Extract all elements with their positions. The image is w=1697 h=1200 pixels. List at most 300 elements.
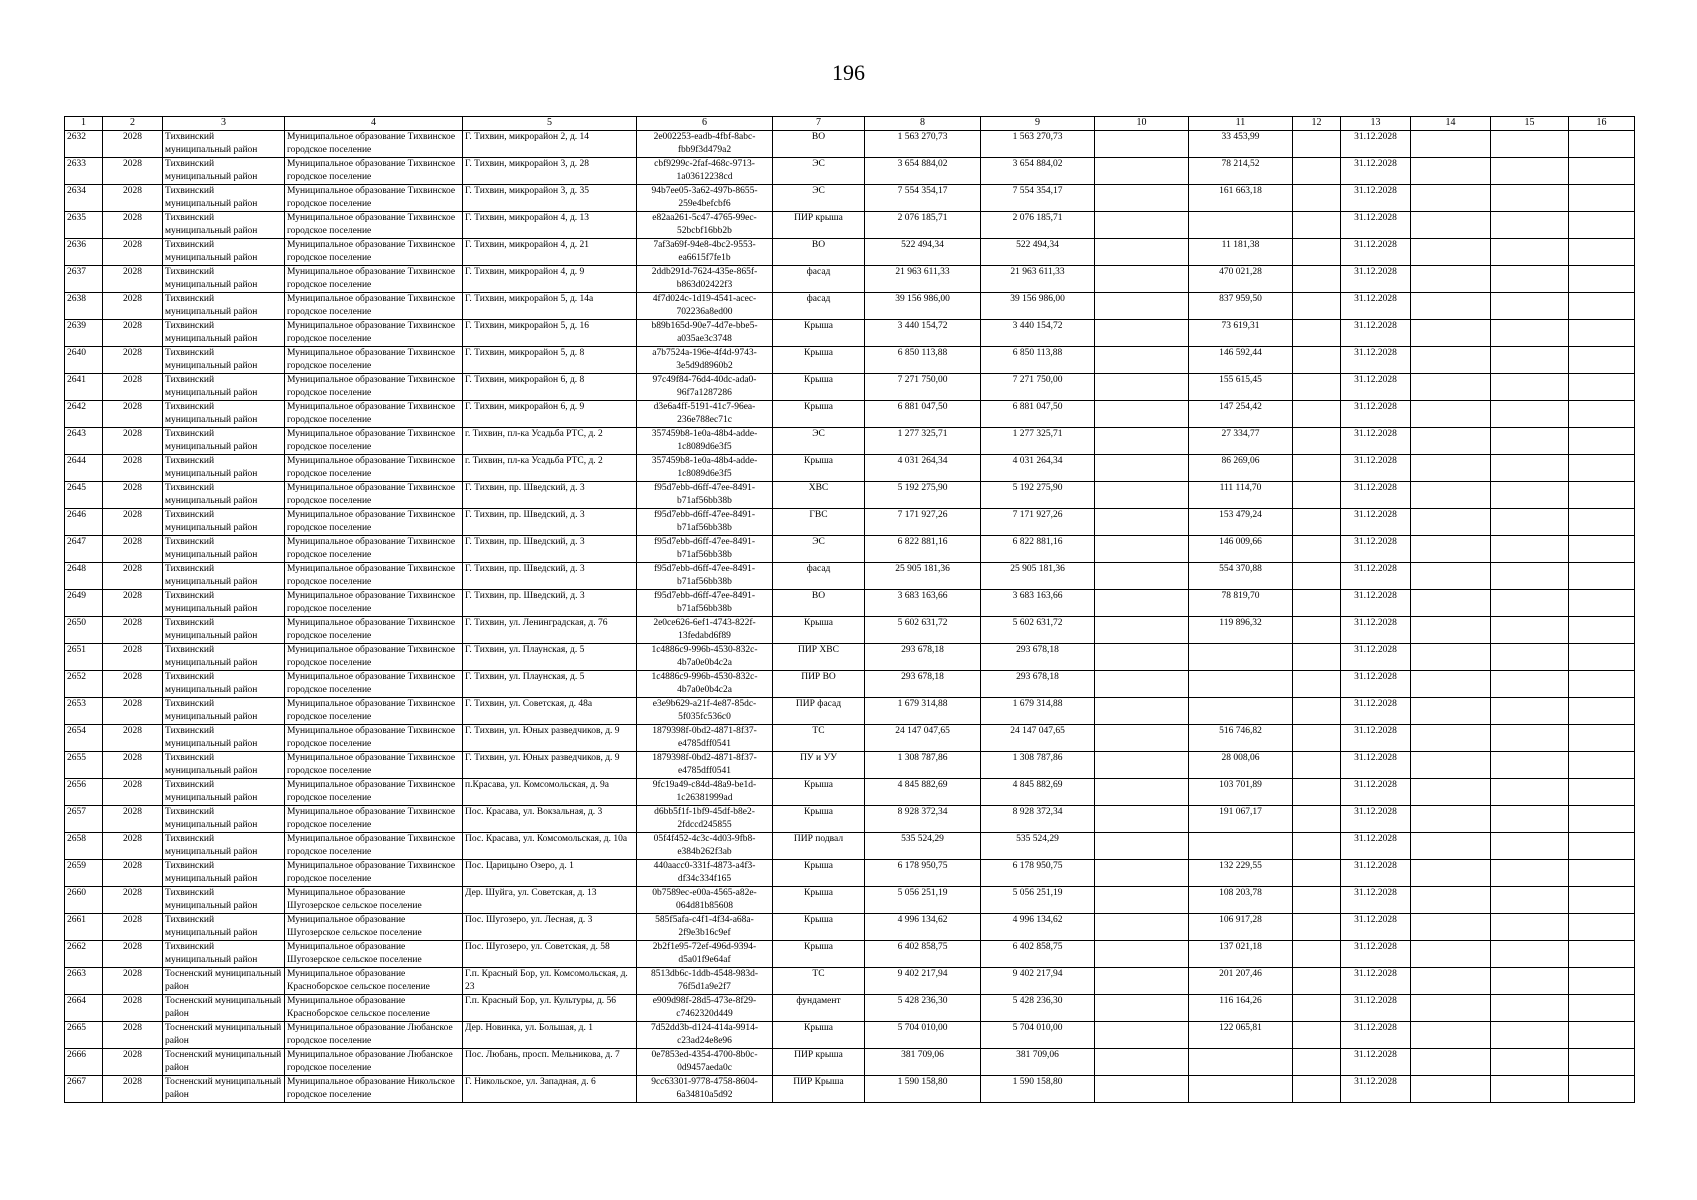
cell-col-13: 31.12.2028 — [1341, 347, 1411, 374]
cell-col-13: 31.12.2028 — [1341, 239, 1411, 266]
cell-col-5: Г. Тихвин, микрорайон 3, д. 35 — [463, 185, 637, 212]
cell-col-7: Крыша — [773, 779, 865, 806]
cell-col-14 — [1411, 887, 1491, 914]
table-row — [65, 968, 1635, 995]
cell-col-12 — [1293, 1076, 1341, 1103]
cell-col-3: Тихвинский муниципальный район — [163, 644, 285, 671]
cell-col-8: 1 308 787,86 — [865, 752, 981, 779]
cell-col-16 — [1569, 212, 1635, 239]
cell-col-11 — [1189, 1076, 1293, 1103]
cell-col-6: 7af3a69f-94e8-4bc2-9553-ea6615f7fe1b — [637, 239, 773, 266]
cell-col-12 — [1293, 158, 1341, 185]
cell-col-4: Муниципальное образование Тихвинское городское поселение — [285, 590, 463, 617]
table-row — [65, 860, 1635, 887]
cell-col-2: 2028 — [103, 455, 163, 482]
cell-col-15 — [1491, 995, 1569, 1022]
cell-col-4: Муниципальное образование Тихвинское городское поселение — [285, 806, 463, 833]
cell-col-11: 554 370,88 — [1189, 563, 1293, 590]
cell-col-6: 357459b8-1e0a-48b4-adde-1c8089d6e3f5 — [637, 428, 773, 455]
cell-col-3: Тихвинский муниципальный район — [163, 617, 285, 644]
table-row — [65, 617, 1635, 644]
cell-col-5: Г. Тихвин, ул. Плаунская, д. 5 — [463, 644, 637, 671]
cell-col-8: 5 602 631,72 — [865, 617, 981, 644]
cell-col-14 — [1411, 428, 1491, 455]
cell-col-3: Тихвинский муниципальный район — [163, 320, 285, 347]
cell-col-10 — [1095, 644, 1189, 671]
cell-col-1: 2644 — [65, 455, 103, 482]
cell-col-10 — [1095, 482, 1189, 509]
cell-col-9: 5 428 236,30 — [981, 995, 1095, 1022]
cell-col-7: ПИР ХВС — [773, 644, 865, 671]
cell-col-15 — [1491, 752, 1569, 779]
cell-col-1: 2664 — [65, 995, 103, 1022]
cell-col-7: ЭС — [773, 536, 865, 563]
cell-col-15 — [1491, 455, 1569, 482]
cell-col-11 — [1189, 833, 1293, 860]
cell-col-14 — [1411, 671, 1491, 698]
cell-col-16 — [1569, 806, 1635, 833]
cell-col-4: Муниципальное образование Тихвинское городское поселение — [285, 293, 463, 320]
table-row — [65, 698, 1635, 725]
cell-col-14 — [1411, 131, 1491, 158]
cell-col-1: 2639 — [65, 320, 103, 347]
cell-col-13: 31.12.2028 — [1341, 374, 1411, 401]
cell-col-15 — [1491, 266, 1569, 293]
cell-col-15 — [1491, 914, 1569, 941]
cell-col-3: Тихвинский муниципальный район — [163, 563, 285, 590]
column-header-13: 13 — [1341, 117, 1411, 131]
cell-col-1: 2636 — [65, 239, 103, 266]
cell-col-16 — [1569, 752, 1635, 779]
cell-col-16 — [1569, 590, 1635, 617]
cell-col-6: 2e0ce626-6ef1-4743-822f-13fedabd6f89 — [637, 617, 773, 644]
cell-col-16 — [1569, 455, 1635, 482]
cell-col-5: Г. Тихвин, пр. Шведский, д. 3 — [463, 563, 637, 590]
cell-col-1: 2667 — [65, 1076, 103, 1103]
cell-col-5: Пос. Царицыно Озеро, д. 1 — [463, 860, 637, 887]
cell-col-6: f95d7ebb-d6ff-47ee-8491-b71af56bb38b — [637, 536, 773, 563]
cell-col-2: 2028 — [103, 158, 163, 185]
cell-col-3: Тихвинский муниципальный район — [163, 806, 285, 833]
cell-col-8: 2 076 185,71 — [865, 212, 981, 239]
table-row — [65, 212, 1635, 239]
cell-col-13: 31.12.2028 — [1341, 293, 1411, 320]
cell-col-12 — [1293, 806, 1341, 833]
cell-col-5: Г. Тихвин, микрорайон 6, д. 9 — [463, 401, 637, 428]
cell-col-1: 2650 — [65, 617, 103, 644]
cell-col-2: 2028 — [103, 401, 163, 428]
table-row — [65, 1076, 1635, 1103]
cell-col-11: 111 114,70 — [1189, 482, 1293, 509]
cell-col-7: Крыша — [773, 617, 865, 644]
cell-col-8: 5 428 236,30 — [865, 995, 981, 1022]
cell-col-15 — [1491, 401, 1569, 428]
cell-col-10 — [1095, 131, 1189, 158]
cell-col-15 — [1491, 536, 1569, 563]
cell-col-12 — [1293, 590, 1341, 617]
cell-col-8: 24 147 047,65 — [865, 725, 981, 752]
cell-col-2: 2028 — [103, 1076, 163, 1103]
cell-col-2: 2028 — [103, 779, 163, 806]
cell-col-8: 21 963 611,33 — [865, 266, 981, 293]
table-row — [65, 239, 1635, 266]
cell-col-13: 31.12.2028 — [1341, 779, 1411, 806]
cell-col-12 — [1293, 482, 1341, 509]
column-header-7: 7 — [773, 117, 865, 131]
table-row — [65, 266, 1635, 293]
cell-col-4: Муниципальное образование Тихвинское городское поселение — [285, 725, 463, 752]
cell-col-11: 837 959,50 — [1189, 293, 1293, 320]
cell-col-14 — [1411, 995, 1491, 1022]
cell-col-15 — [1491, 158, 1569, 185]
cell-col-16 — [1569, 293, 1635, 320]
cell-col-16 — [1569, 320, 1635, 347]
cell-col-1: 2654 — [65, 725, 103, 752]
cell-col-16 — [1569, 509, 1635, 536]
cell-col-9: 6 881 047,50 — [981, 401, 1095, 428]
cell-col-8: 7 271 750,00 — [865, 374, 981, 401]
cell-col-7: фасад — [773, 293, 865, 320]
cell-col-11: 201 207,46 — [1189, 968, 1293, 995]
register-table — [64, 116, 1635, 1103]
cell-col-6: 357459b8-1e0a-48b4-adde-1c8089d6e3f5 — [637, 455, 773, 482]
cell-col-1: 2647 — [65, 536, 103, 563]
cell-col-3: Тосненский муниципальный район — [163, 1022, 285, 1049]
cell-col-5: Г. Никольское, ул. Западная, д. 6 — [463, 1076, 637, 1103]
cell-col-2: 2028 — [103, 428, 163, 455]
cell-col-13: 31.12.2028 — [1341, 698, 1411, 725]
cell-col-16 — [1569, 1049, 1635, 1076]
cell-col-10 — [1095, 914, 1189, 941]
cell-col-4: Муниципальное образование Тихвинское городское поселение — [285, 563, 463, 590]
cell-col-12 — [1293, 752, 1341, 779]
cell-col-12 — [1293, 617, 1341, 644]
cell-col-1: 2657 — [65, 806, 103, 833]
cell-col-8: 522 494,34 — [865, 239, 981, 266]
cell-col-4: Муниципальное образование Тихвинское городское поселение — [285, 779, 463, 806]
cell-col-5: Г.п. Красный Бор, ул. Комсомольская, д. 23 — [463, 968, 637, 995]
cell-col-6: e82aa261-5c47-4765-99ec-52bcbf16bb2b — [637, 212, 773, 239]
cell-col-9: 535 524,29 — [981, 833, 1095, 860]
table-row — [65, 428, 1635, 455]
cell-col-2: 2028 — [103, 293, 163, 320]
cell-col-2: 2028 — [103, 509, 163, 536]
cell-col-7: Крыша — [773, 455, 865, 482]
cell-col-11: 33 453,99 — [1189, 131, 1293, 158]
cell-col-3: Тихвинский муниципальный район — [163, 482, 285, 509]
cell-col-16 — [1569, 995, 1635, 1022]
cell-col-3: Тосненский муниципальный район — [163, 1076, 285, 1103]
cell-col-7: ВО — [773, 239, 865, 266]
cell-col-13: 31.12.2028 — [1341, 482, 1411, 509]
cell-col-3: Тихвинский муниципальный район — [163, 779, 285, 806]
cell-col-14 — [1411, 509, 1491, 536]
cell-col-7: Крыша — [773, 401, 865, 428]
cell-col-5: Г. Тихвин, ул. Плаунская, д. 5 — [463, 671, 637, 698]
cell-col-1: 2634 — [65, 185, 103, 212]
table-row — [65, 806, 1635, 833]
cell-col-13: 31.12.2028 — [1341, 1076, 1411, 1103]
cell-col-8: 381 709,06 — [865, 1049, 981, 1076]
cell-col-12 — [1293, 1049, 1341, 1076]
cell-col-5: Г. Тихвин, микрорайон 3, д. 28 — [463, 158, 637, 185]
cell-col-15 — [1491, 644, 1569, 671]
cell-col-14 — [1411, 1049, 1491, 1076]
cell-col-4: Муниципальное образование Тихвинское городское поселение — [285, 644, 463, 671]
cell-col-12 — [1293, 374, 1341, 401]
cell-col-13: 31.12.2028 — [1341, 536, 1411, 563]
cell-col-8: 5 056 251,19 — [865, 887, 981, 914]
cell-col-6: d3e6a4ff-5191-41c7-96ea-236e788ec71c — [637, 401, 773, 428]
cell-col-14 — [1411, 536, 1491, 563]
cell-col-4: Муниципальное образование Тихвинское городское поселение — [285, 320, 463, 347]
column-header-5: 5 — [463, 117, 637, 131]
table-row — [65, 887, 1635, 914]
cell-col-3: Тихвинский муниципальный район — [163, 833, 285, 860]
cell-col-2: 2028 — [103, 1022, 163, 1049]
cell-col-16 — [1569, 725, 1635, 752]
cell-col-9: 293 678,18 — [981, 671, 1095, 698]
cell-col-5: Пос. Шугозеро, ул. Лесная, д. 3 — [463, 914, 637, 941]
cell-col-2: 2028 — [103, 833, 163, 860]
cell-col-9: 3 440 154,72 — [981, 320, 1095, 347]
cell-col-1: 2656 — [65, 779, 103, 806]
cell-col-5: г. Тихвин, пл-ка Усадьба РТС, д. 2 — [463, 455, 637, 482]
cell-col-13: 31.12.2028 — [1341, 833, 1411, 860]
cell-col-1: 2660 — [65, 887, 103, 914]
cell-col-10 — [1095, 779, 1189, 806]
cell-col-2: 2028 — [103, 968, 163, 995]
cell-col-5: Г. Тихвин, пр. Шведский, д. 3 — [463, 509, 637, 536]
cell-col-8: 1 563 270,73 — [865, 131, 981, 158]
table-row — [65, 671, 1635, 698]
cell-col-12 — [1293, 725, 1341, 752]
cell-col-10 — [1095, 1022, 1189, 1049]
cell-col-16 — [1569, 185, 1635, 212]
cell-col-16 — [1569, 1076, 1635, 1103]
cell-col-15 — [1491, 806, 1569, 833]
cell-col-10 — [1095, 455, 1189, 482]
cell-col-13: 31.12.2028 — [1341, 1022, 1411, 1049]
cell-col-10 — [1095, 698, 1189, 725]
cell-col-4: Муниципальное образование Тихвинское городское поселение — [285, 131, 463, 158]
cell-col-10 — [1095, 563, 1189, 590]
cell-col-12 — [1293, 860, 1341, 887]
cell-col-6: f95d7ebb-d6ff-47ee-8491-b71af56bb38b — [637, 563, 773, 590]
cell-col-4: Муниципальное образование Тихвинское городское поселение — [285, 698, 463, 725]
cell-col-12 — [1293, 212, 1341, 239]
cell-col-15 — [1491, 590, 1569, 617]
cell-col-10 — [1095, 320, 1189, 347]
column-header-1: 1 — [65, 117, 103, 131]
cell-col-7: Крыша — [773, 941, 865, 968]
table-row — [65, 779, 1635, 806]
cell-col-3: Тосненский муниципальный район — [163, 968, 285, 995]
cell-col-2: 2028 — [103, 806, 163, 833]
cell-col-14 — [1411, 320, 1491, 347]
cell-col-8: 5 192 275,90 — [865, 482, 981, 509]
cell-col-11: 132 229,55 — [1189, 860, 1293, 887]
cell-col-12 — [1293, 644, 1341, 671]
cell-col-12 — [1293, 185, 1341, 212]
cell-col-3: Тихвинский муниципальный район — [163, 266, 285, 293]
cell-col-16 — [1569, 482, 1635, 509]
cell-col-11: 108 203,78 — [1189, 887, 1293, 914]
cell-col-2: 2028 — [103, 887, 163, 914]
table-row — [65, 563, 1635, 590]
cell-col-16 — [1569, 698, 1635, 725]
cell-col-11: 78 214,52 — [1189, 158, 1293, 185]
cell-col-7: Крыша — [773, 806, 865, 833]
cell-col-13: 31.12.2028 — [1341, 617, 1411, 644]
cell-col-9: 3 654 884,02 — [981, 158, 1095, 185]
cell-col-6: f95d7ebb-d6ff-47ee-8491-b71af56bb38b — [637, 482, 773, 509]
cell-col-2: 2028 — [103, 644, 163, 671]
cell-col-13: 31.12.2028 — [1341, 509, 1411, 536]
cell-col-3: Тихвинский муниципальный район — [163, 131, 285, 158]
cell-col-7: Крыша — [773, 1022, 865, 1049]
cell-col-1: 2662 — [65, 941, 103, 968]
cell-col-14 — [1411, 779, 1491, 806]
cell-col-2: 2028 — [103, 563, 163, 590]
cell-col-11: 86 269,06 — [1189, 455, 1293, 482]
cell-col-6: 2ddb291d-7624-435e-865f-b863d02422f3 — [637, 266, 773, 293]
cell-col-13: 31.12.2028 — [1341, 968, 1411, 995]
cell-col-6: 1c4886c9-996b-4530-832c-4b7a0e0b4c2a — [637, 644, 773, 671]
cell-col-3: Тихвинский муниципальный район — [163, 212, 285, 239]
cell-col-13: 31.12.2028 — [1341, 590, 1411, 617]
cell-col-11: 153 479,24 — [1189, 509, 1293, 536]
cell-col-9: 1 277 325,71 — [981, 428, 1095, 455]
table-row — [65, 914, 1635, 941]
column-header-3: 3 — [163, 117, 285, 131]
cell-col-4: Муниципальное образование Тихвинское городское поселение — [285, 671, 463, 698]
cell-col-7: ХВС — [773, 482, 865, 509]
cell-col-4: Муниципальное образование Шугозерское сельское поселение — [285, 914, 463, 941]
cell-col-4: Муниципальное образование Любанское городское поселение — [285, 1049, 463, 1076]
cell-col-11: 161 663,18 — [1189, 185, 1293, 212]
cell-col-11 — [1189, 671, 1293, 698]
cell-col-2: 2028 — [103, 347, 163, 374]
cell-col-16 — [1569, 563, 1635, 590]
cell-col-1: 2642 — [65, 401, 103, 428]
cell-col-8: 4 031 264,34 — [865, 455, 981, 482]
cell-col-4: Муниципальное образование Красноборское сельское поселение — [285, 968, 463, 995]
cell-col-1: 2643 — [65, 428, 103, 455]
cell-col-6: 1c4886c9-996b-4530-832c-4b7a0e0b4c2a — [637, 671, 773, 698]
cell-col-9: 4 996 134,62 — [981, 914, 1095, 941]
table-row — [65, 374, 1635, 401]
cell-col-11: 78 819,70 — [1189, 590, 1293, 617]
cell-col-3: Тихвинский муниципальный район — [163, 752, 285, 779]
cell-col-8: 6 822 881,16 — [865, 536, 981, 563]
cell-col-9: 6 850 113,88 — [981, 347, 1095, 374]
cell-col-8: 4 845 882,69 — [865, 779, 981, 806]
table-row — [65, 752, 1635, 779]
cell-col-10 — [1095, 212, 1189, 239]
cell-col-7: ВО — [773, 131, 865, 158]
cell-col-1: 2652 — [65, 671, 103, 698]
cell-col-5: Г. Тихвин, ул. Юных разведчиков, д. 9 — [463, 752, 637, 779]
cell-col-12 — [1293, 698, 1341, 725]
cell-col-5: Г. Тихвин, микрорайон 4, д. 21 — [463, 239, 637, 266]
table-row — [65, 509, 1635, 536]
cell-col-6: 9cc63301-9778-4758-8604-6a34810a5d92 — [637, 1076, 773, 1103]
cell-col-15 — [1491, 968, 1569, 995]
cell-col-5: Г.п. Красный Бор, ул. Культуры, д. 56 — [463, 995, 637, 1022]
column-header-4: 4 — [285, 117, 463, 131]
cell-col-5: Г. Тихвин, пр. Шведский, д. 3 — [463, 590, 637, 617]
cell-col-7: ПИР Крыша — [773, 1076, 865, 1103]
cell-col-9: 9 402 217,94 — [981, 968, 1095, 995]
cell-col-3: Тихвинский муниципальный район — [163, 239, 285, 266]
cell-col-3: Тихвинский муниципальный район — [163, 347, 285, 374]
cell-col-5: Г. Тихвин, микрорайон 6, д. 8 — [463, 374, 637, 401]
cell-col-16 — [1569, 968, 1635, 995]
cell-col-15 — [1491, 1049, 1569, 1076]
cell-col-9: 6 178 950,75 — [981, 860, 1095, 887]
table-row — [65, 941, 1635, 968]
cell-col-4: Муниципальное образование Тихвинское городское поселение — [285, 212, 463, 239]
cell-col-14 — [1411, 239, 1491, 266]
cell-col-7: ПИР подвал — [773, 833, 865, 860]
cell-col-9: 21 963 611,33 — [981, 266, 1095, 293]
cell-col-14 — [1411, 617, 1491, 644]
cell-col-4: Муниципальное образование Тихвинское городское поселение — [285, 617, 463, 644]
cell-col-6: f95d7ebb-d6ff-47ee-8491-b71af56bb38b — [637, 590, 773, 617]
cell-col-8: 7 554 354,17 — [865, 185, 981, 212]
column-header-2: 2 — [103, 117, 163, 131]
cell-col-1: 2658 — [65, 833, 103, 860]
cell-col-2: 2028 — [103, 185, 163, 212]
cell-col-15 — [1491, 941, 1569, 968]
cell-col-14 — [1411, 806, 1491, 833]
cell-col-15 — [1491, 887, 1569, 914]
cell-col-13: 31.12.2028 — [1341, 752, 1411, 779]
cell-col-16 — [1569, 1022, 1635, 1049]
cell-col-14 — [1411, 212, 1491, 239]
cell-col-10 — [1095, 725, 1189, 752]
cell-col-12 — [1293, 563, 1341, 590]
cell-col-1: 2651 — [65, 644, 103, 671]
cell-col-3: Тихвинский муниципальный район — [163, 860, 285, 887]
cell-col-10 — [1095, 536, 1189, 563]
cell-col-12 — [1293, 995, 1341, 1022]
cell-col-14 — [1411, 482, 1491, 509]
cell-col-15 — [1491, 725, 1569, 752]
cell-col-12 — [1293, 833, 1341, 860]
cell-col-9: 5 192 275,90 — [981, 482, 1095, 509]
cell-col-13: 31.12.2028 — [1341, 806, 1411, 833]
cell-col-14 — [1411, 185, 1491, 212]
cell-col-16 — [1569, 266, 1635, 293]
cell-col-15 — [1491, 374, 1569, 401]
cell-col-7: ПИР ВО — [773, 671, 865, 698]
cell-col-13: 31.12.2028 — [1341, 887, 1411, 914]
cell-col-11: 116 164,26 — [1189, 995, 1293, 1022]
cell-col-7: фасад — [773, 563, 865, 590]
cell-col-1: 2635 — [65, 212, 103, 239]
cell-col-3: Тихвинский муниципальный район — [163, 401, 285, 428]
cell-col-12 — [1293, 941, 1341, 968]
cell-col-8: 7 171 927,26 — [865, 509, 981, 536]
cell-col-5: Г. Тихвин, пр. Шведский, д. 3 — [463, 482, 637, 509]
table-row — [65, 347, 1635, 374]
cell-col-15 — [1491, 1076, 1569, 1103]
cell-col-4: Муниципальное образование Шугозерское сельское поселение — [285, 887, 463, 914]
cell-col-14 — [1411, 374, 1491, 401]
cell-col-9: 1 590 158,80 — [981, 1076, 1095, 1103]
